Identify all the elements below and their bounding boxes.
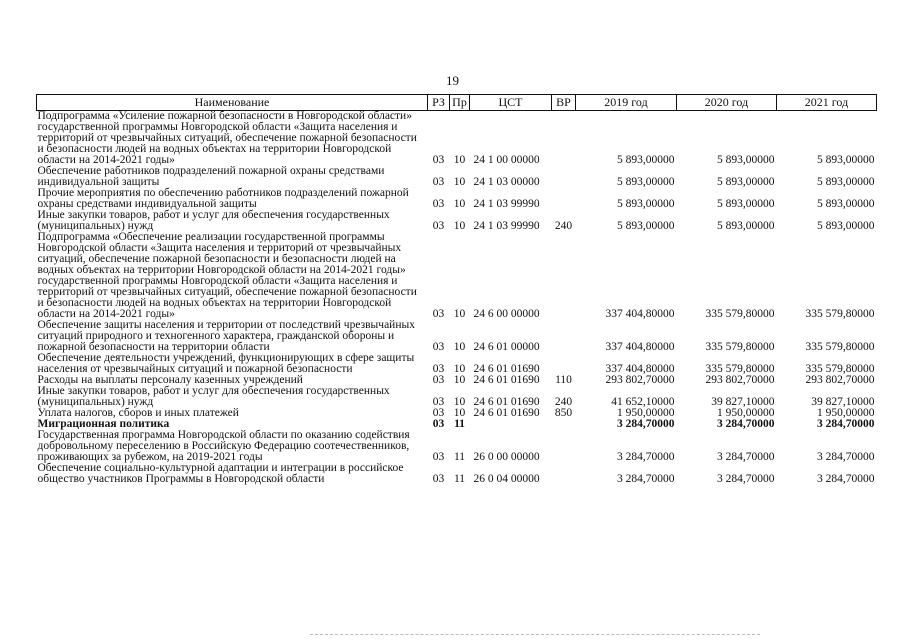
cell-vr: [552, 320, 576, 353]
cell-2021: 5 893,00000: [817, 220, 875, 232]
cell-pr: 11: [453, 451, 466, 463]
cell-2019: 337 404,80000: [605, 308, 675, 320]
cell-rz: 03: [432, 363, 445, 375]
cell-pr: 10: [453, 220, 466, 232]
header-cst: ЦСТ: [470, 95, 552, 111]
cell-2021: 3 284,70000: [817, 418, 875, 430]
cell-vr: [552, 111, 576, 167]
cell-name: Миграционная политика: [37, 418, 170, 430]
cell-pr: 10: [453, 308, 466, 320]
cell-2020: 5 893,00000: [717, 176, 775, 188]
cell-vr: [552, 463, 576, 485]
cell-pr: 11: [454, 418, 465, 430]
cell-vr: [552, 430, 576, 463]
table-row: [37, 463, 877, 485]
cell-2020: 3 284,70000: [717, 418, 775, 430]
cell-cst: 26 0 00 00000: [473, 451, 540, 463]
cell-rz: 03: [432, 198, 445, 210]
cell-pr: 10: [453, 374, 466, 386]
header-2019: 2019 год: [576, 95, 677, 111]
cell-2019: 337 404,80000: [605, 341, 675, 353]
cell-2019: 3 284,70000: [617, 418, 675, 430]
cell-rz: 03: [432, 154, 445, 166]
header-name: Наименование: [37, 95, 428, 111]
cell-2021: 5 893,00000: [817, 176, 875, 188]
cell-vr: [552, 188, 576, 210]
cell-rz: 03: [432, 407, 445, 419]
cell-rz: 03: [432, 451, 445, 463]
cell-2019: 1 950,00000: [617, 407, 675, 419]
cell-vr: 240: [554, 396, 573, 408]
cell-2021: 1 950,00000: [817, 407, 875, 419]
cell-name: Расходы на выплаты персоналу казенных учреждений: [37, 374, 303, 386]
cell-2020: 5 893,00000: [717, 154, 775, 166]
cell-name: Обеспечение социально-культурной адаптации и интеграции в российское общество участников Программы в Новгородской области: [37, 462, 404, 485]
cell-2021: 335 579,80000: [805, 308, 875, 320]
cell-2021: 5 893,00000: [817, 198, 875, 210]
cell-rz: 03: [432, 341, 445, 353]
cell-cst: 24 1 03 99990: [473, 198, 540, 210]
table-row: [37, 353, 877, 375]
cell-pr: 10: [453, 154, 466, 166]
cell-2020: 293 802,70000: [705, 374, 775, 386]
cell-2019: 5 893,00000: [617, 198, 675, 210]
table-row: [37, 430, 877, 463]
cell-vr: 850: [554, 407, 573, 419]
cell-name: Обеспечение защиты населения и территории от последствий чрезвычайных ситуаций природного и техногенного характера, гражданской обороны и пожарной безопасности на территории области: [37, 319, 415, 353]
cell-cst: 24 6 01 01690: [473, 363, 540, 375]
header-pr: Пр: [450, 95, 470, 111]
cell-cst: 24 6 01 01690: [473, 407, 540, 419]
cell-rz: 03: [432, 418, 445, 430]
cell-name: Подпрограмма «Обеспечение реализации государственной программы Новгородской области «Защита населения и территорий от чрезвычайных ситуаций, обеспечение пожарной безопасности и безопасности людей на водных объектах на территории Новгородской области на 2014-2021 годы» государственной программы Новгородской области «Защита населения и территорий от чрезвычайных ситуаций, обеспечение пожарной безопасности и безопасности людей на водных объектах на территории Новгородской области на 2014-2021 годы»: [37, 231, 417, 320]
cell-name: Обеспечение деятельности учреждений, функционирующих в сфере защиты населения от чрезвычайных ситуаций и пожарной безопасности: [37, 352, 415, 375]
cell-vr: 110: [555, 374, 572, 386]
table-row: [37, 232, 877, 320]
cell-2020: 3 284,70000: [717, 451, 775, 463]
cell-pr: 11: [453, 473, 466, 485]
header-rz: РЗ: [428, 95, 450, 111]
cell-pr: 10: [453, 198, 466, 210]
cell-pr: 10: [453, 407, 466, 419]
cell-cst: 24 6 01 01690: [473, 374, 540, 386]
cell-cst: 26 0 04 00000: [473, 473, 540, 485]
cell-2019: 3 284,70000: [617, 473, 675, 485]
cell-name: Уплата налогов, сборов и иных платежей: [37, 407, 239, 419]
cell-2020: 39 827,10000: [711, 396, 775, 408]
cell-rz: 03: [432, 220, 445, 232]
cell-2019: 5 893,00000: [617, 220, 675, 232]
cell-2019: 3 284,70000: [617, 451, 675, 463]
cell-vr: [552, 353, 576, 375]
cell-2021: 39 827,10000: [811, 396, 875, 408]
cell-name: Государственная программа Новгородской области по оказанию содействия добровольному переселению в Российскую Федерацию соотечественников, проживающих за рубежом, на 2019-2021 годы: [37, 429, 410, 463]
table-row: [37, 320, 877, 353]
cell-vr: [552, 419, 576, 430]
table-row: [37, 166, 877, 188]
cell-2020: 5 893,00000: [717, 198, 775, 210]
table-row: [37, 386, 877, 408]
cell-rz: 03: [432, 374, 445, 386]
scan-artifact-line: [310, 634, 760, 636]
cell-2021: 3 284,70000: [817, 473, 875, 485]
header-vr: ВР: [552, 95, 576, 111]
cell-name: Обеспечение работников подразделений пожарной охраны средствами индивидуальной защиты: [37, 165, 385, 188]
cell-pr: 10: [453, 363, 466, 375]
cell-cst: 24 6 01 00000: [473, 341, 540, 353]
cell-pr: 10: [453, 341, 466, 353]
cell-2019: 41 652,10000: [611, 396, 675, 408]
cell-2020: 335 579,80000: [705, 341, 775, 353]
cell-2020: 335 579,80000: [705, 363, 775, 375]
cell-vr: [552, 232, 576, 320]
table-row: [37, 111, 877, 167]
cell-rz: 03: [432, 308, 445, 320]
cell-cst: 24 1 03 00000: [473, 176, 540, 188]
cell-2020: 1 950,00000: [717, 407, 775, 419]
cell-2019: 293 802,70000: [605, 374, 675, 386]
cell-2020: 335 579,80000: [705, 308, 775, 320]
cell-pr: 10: [453, 176, 466, 188]
cell-rz: 03: [432, 176, 445, 188]
cell-2021: 335 579,80000: [805, 363, 875, 375]
cell-cst: 24 1 00 00000: [473, 154, 540, 166]
cell-rz: 03: [432, 473, 445, 485]
budget-table: [36, 94, 877, 485]
cell-cst: 24 6 00 00000: [473, 308, 540, 320]
cell-name: Иные закупки товаров, работ и услуг для обеспечения государственных (муниципальных) нужд: [37, 385, 390, 408]
cell-cst: 24 1 03 99990: [473, 220, 540, 232]
cell-2021: 293 802,70000: [805, 374, 875, 386]
table-header-row: [37, 95, 877, 111]
cell-name: Иные закупки товаров, работ и услуг для обеспечения государственных (муниципальных) нужд: [37, 209, 390, 232]
cell-2021: 3 284,70000: [817, 451, 875, 463]
header-2020: 2020 год: [677, 95, 777, 111]
cell-2020: 5 893,00000: [717, 220, 775, 232]
cell-vr: [552, 166, 576, 188]
cell-2020: 3 284,70000: [717, 473, 775, 485]
cell-2021: 335 579,80000: [805, 341, 875, 353]
cell-vr: 240: [554, 220, 573, 232]
cell-rz: 03: [432, 396, 445, 408]
cell-cst: 24 6 01 01690: [473, 396, 540, 408]
cell-name: Подпрограмма «Усиление пожарной безопасности в Новгородской области» государственной программы Новгородской области «Защита населения и территорий от чрезвычайных ситуаций, обеспечение пожарной безопасности и безопасности людей на водных объектах на территории Новгородской области на 2014-2021 годы»: [37, 110, 417, 166]
cell-2019: 337 404,80000: [605, 363, 675, 375]
cell-cst: [470, 419, 552, 430]
cell-name: Прочие мероприятия по обеспечению работников подразделений пожарной охраны средствами индивидуальной защиты: [37, 187, 409, 210]
table-body: [37, 111, 877, 486]
cell-2021: 5 893,00000: [817, 154, 875, 166]
table-row: [37, 188, 877, 210]
table-row: [37, 210, 877, 232]
cell-pr: 10: [453, 396, 466, 408]
cell-2019: 5 893,00000: [617, 154, 675, 166]
header-2021: 2021 год: [777, 95, 877, 111]
page-number: 19: [446, 73, 459, 88]
cell-2019: 5 893,00000: [617, 176, 675, 188]
